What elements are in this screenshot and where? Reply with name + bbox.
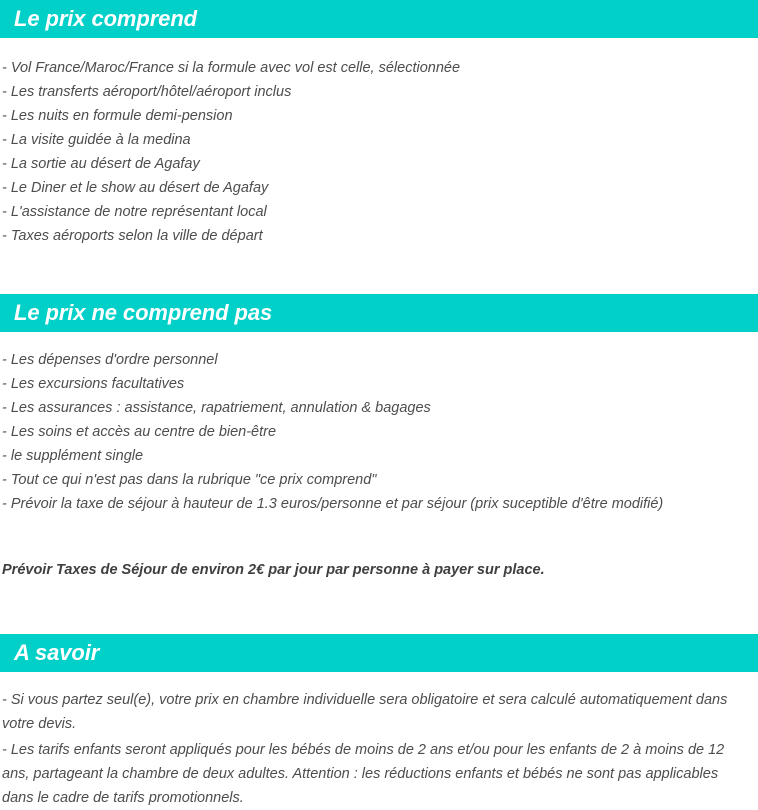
- paragraph-child-rates: - Les tarifs enfants seront appliqués pour les bébés de moins de 2 ans et/ou pour les enfants de 2 à moins de 12 ans, partageant la chambre de deux adultes. Attention : les réductions enfants et bébés ne sont pas applicables dans le cadre de tarifs promotionnels.: [2, 742, 725, 806]
- list-item: - Tout ce qui n'est pas dans la rubrique "ce prix comprend": [2, 472, 377, 488]
- section-body-a-savoir: [0, 688, 758, 810]
- list-item: - Les soins et accès au centre de bien-être: [2, 424, 277, 440]
- included-list: [2, 56, 752, 248]
- list-item: - Les assurances : assistance, rapatriement, annulation & bagages: [2, 400, 431, 416]
- spacer: [0, 248, 758, 294]
- spacer: [0, 582, 758, 634]
- list-item: - La sortie au désert de Agafay: [2, 156, 200, 172]
- list-item: - Le Diner et le show au désert de Agafay: [2, 180, 269, 196]
- list-item: - Les transferts aéroport/hôtel/aéroport inclus: [2, 84, 292, 100]
- section-header-le-prix-comprend: Le prix comprend: [0, 0, 758, 38]
- list-item: - L'assistance de notre représentant local: [2, 204, 267, 220]
- paragraph-single-room: - Si vous partez seul(e), votre prix en chambre individuelle sera obligatoire et sera calculé automatiquement dans votre devis.: [2, 692, 728, 732]
- spacer: [2, 516, 752, 558]
- section-body-le-prix-ne-comprend-pas: [0, 348, 758, 582]
- list-item: - Les excursions facultatives: [2, 376, 185, 392]
- spacer: [0, 332, 758, 348]
- section-header-le-prix-ne-comprend-pas: Le prix ne comprend pas: [0, 294, 758, 332]
- spacer: [0, 672, 758, 688]
- tourist-tax-note: Prévoir Taxes de Séjour de environ 2€ par jour par personne à payer sur place.: [2, 562, 545, 578]
- section-header-a-savoir: A savoir: [0, 634, 758, 672]
- list-item: - La visite guidée à la medina: [2, 132, 191, 148]
- list-item: - Vol France/Maroc/France si la formule avec vol est celle, sélectionnée: [2, 60, 461, 76]
- list-item: - Prévoir la taxe de séjour à hauteur de 1.3 euros/personne et par séjour (prix suceptible d'être modifié): [2, 496, 664, 512]
- list-item: - Les dépenses d'ordre personnel: [2, 352, 218, 368]
- section-body-le-prix-comprend: [0, 56, 758, 248]
- spacer: [0, 38, 758, 56]
- list-item: - Les nuits en formule demi-pension: [2, 108, 233, 124]
- list-item: - le supplément single: [2, 448, 144, 464]
- list-item: - Taxes aéroports selon la ville de départ: [2, 228, 263, 244]
- excluded-list: [2, 348, 752, 516]
